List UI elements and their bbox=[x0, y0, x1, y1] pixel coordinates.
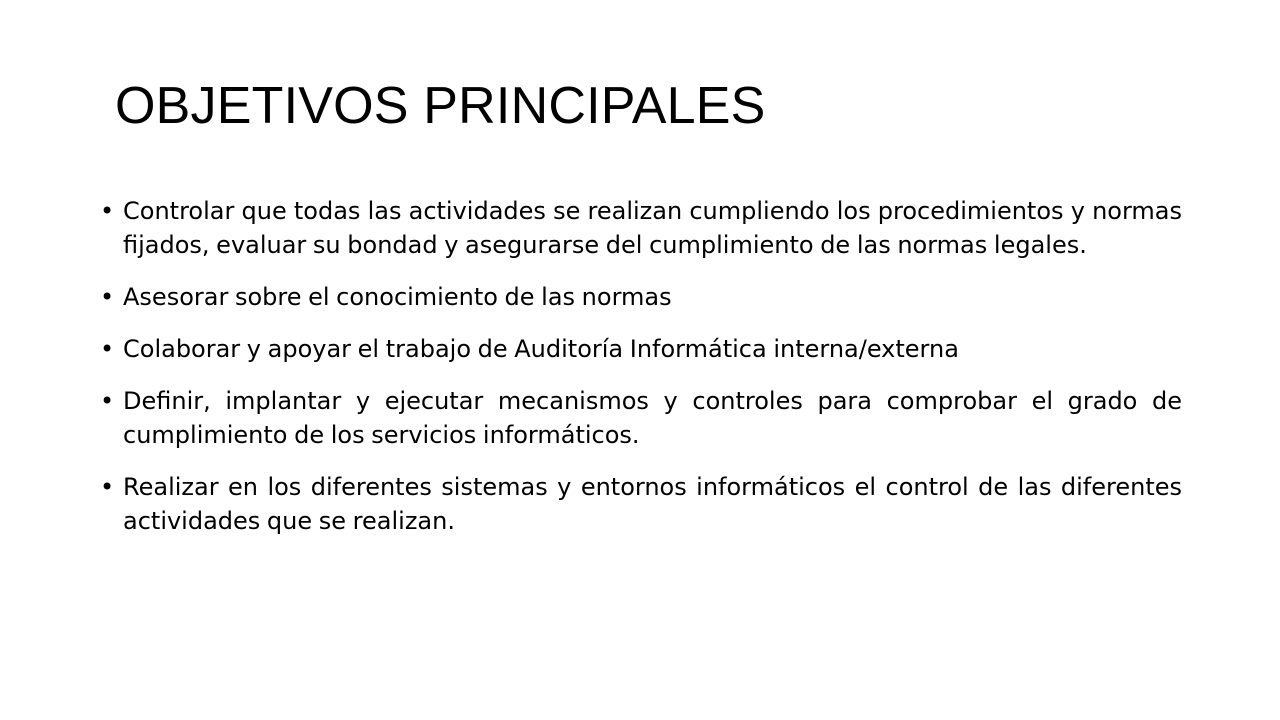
bullet-item: • Colaborar y apoyar el trabajo de Auditoría Informática interna/externa bbox=[100, 332, 1182, 366]
bullet-item: • Realizar en los diferentes sistemas y entornos informáticos el control de las diferentes actividades que se realizan. bbox=[100, 470, 1182, 538]
bullet-list bbox=[100, 194, 1182, 556]
bullet-item: • Controlar que todas las actividades se realizan cumpliendo los procedimientos y normas fijados, evaluar su bondad y asegurarse del cumplimiento de las normas legales. bbox=[100, 194, 1182, 262]
bullet-item: • Asesorar sobre el conocimiento de las normas bbox=[100, 280, 1182, 314]
slide-title: OBJETIVOS PRINCIPALES bbox=[115, 77, 766, 135]
bullet-item: • Definir, implantar y ejecutar mecanismos y controles para comprobar el grado de cumplimiento de los servicios informáticos. bbox=[100, 384, 1182, 452]
